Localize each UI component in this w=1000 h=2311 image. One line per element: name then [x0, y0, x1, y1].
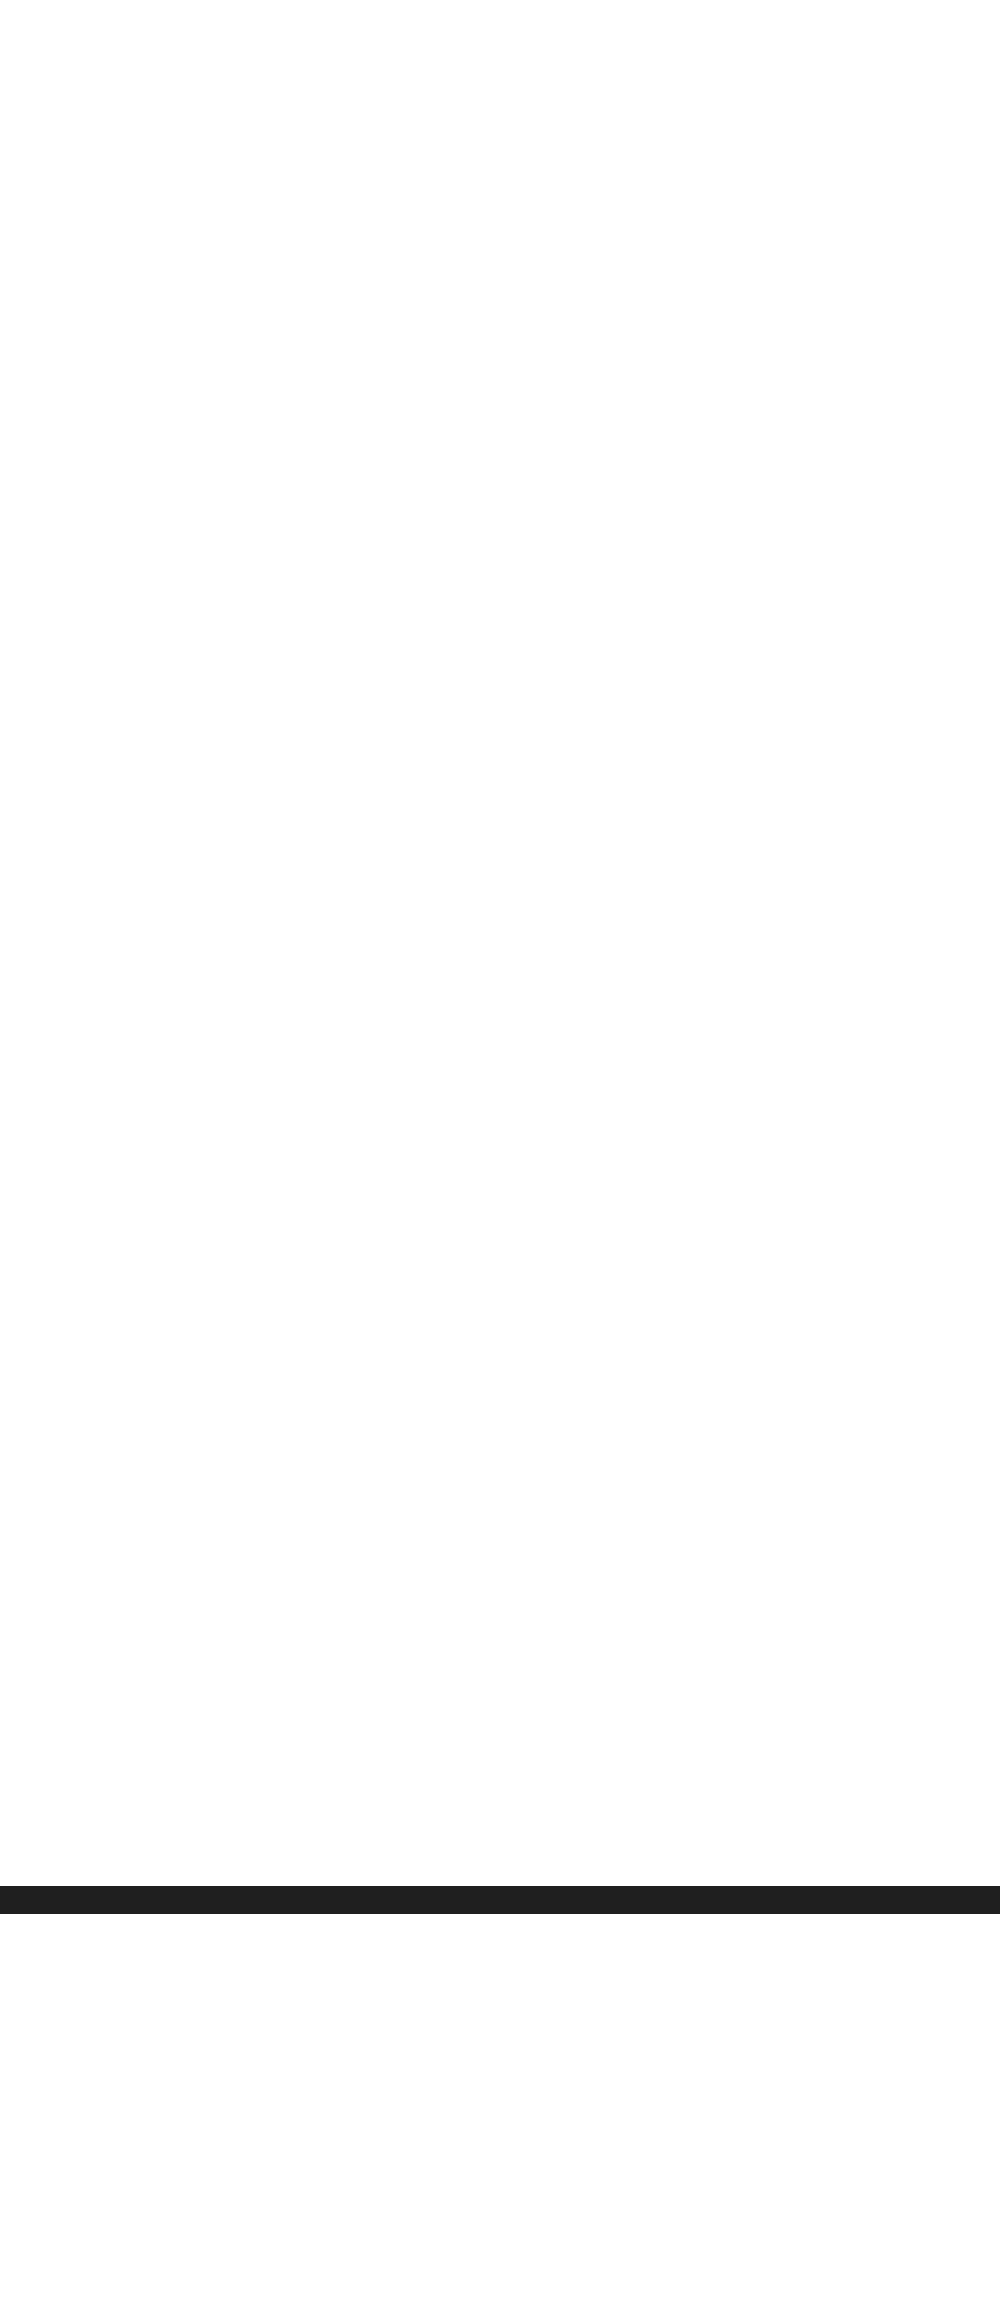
- page-divider: [0, 1886, 1000, 1914]
